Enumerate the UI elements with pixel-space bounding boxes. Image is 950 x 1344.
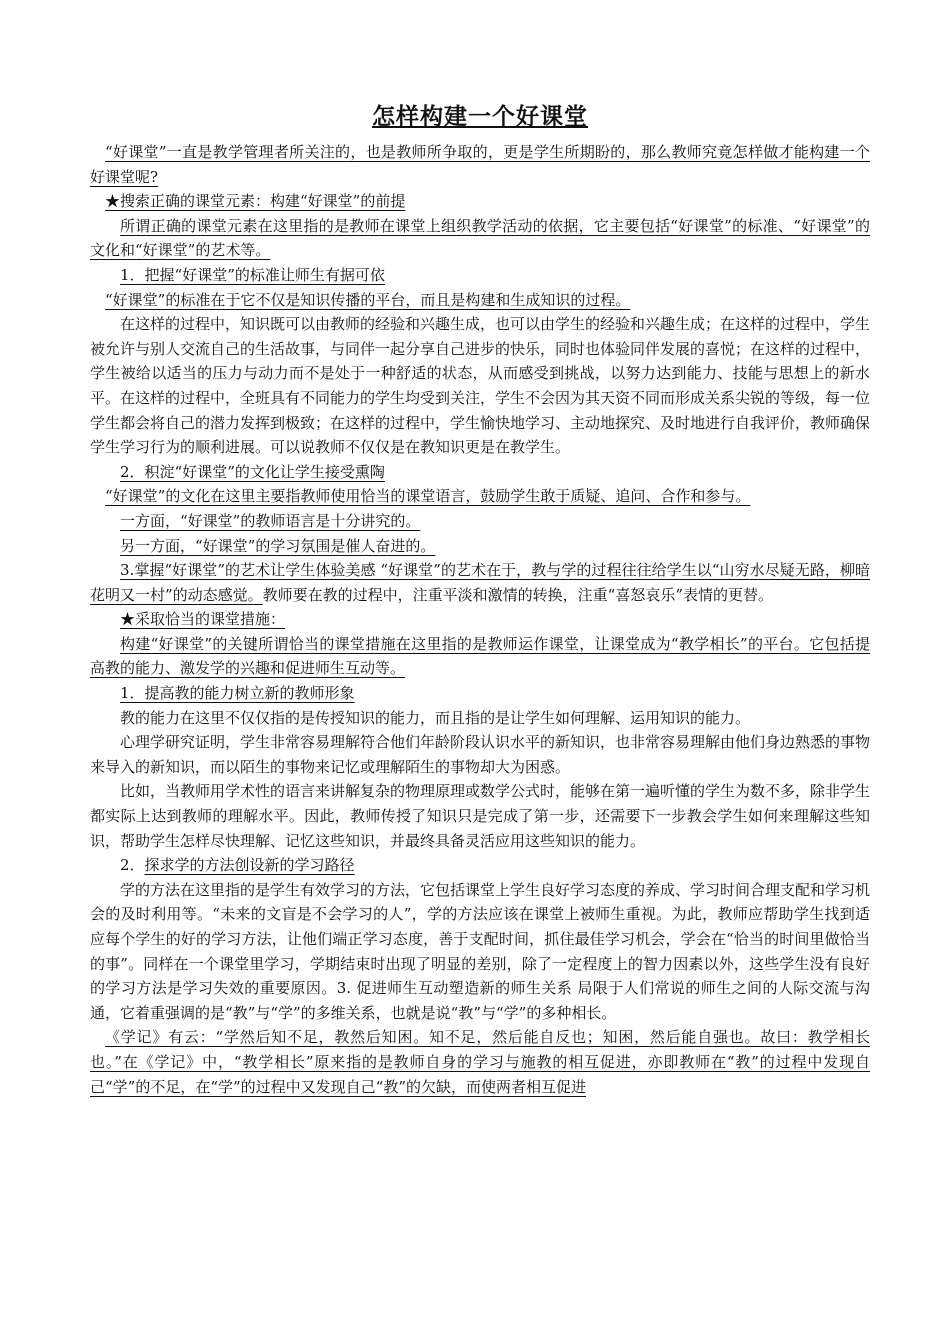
art-plain-text: 教师要在教的过程中，注重平淡和激情的转换，注重“喜怒哀乐”表情的更替。 [262, 585, 774, 604]
intro-paragraph: “好课堂”一直是教学管理者所关注的，也是教师所争取的，更是学生所期盼的，那么教师究竟怎样做才能构建一个好课堂呢? [90, 143, 870, 186]
paragraph-psychology: 心理学研究证明，学生非常容易理解符合他们年龄阶段认识水平的新知识，也非常容易理解由他们身边熟悉的事物来导入的新知识，而以陌生的事物来记忆或理解陌生的事物却大为困惑。 [90, 733, 871, 776]
subheading-teaching: 1．提高教的能力树立新的教师形象 [120, 684, 355, 703]
subheading-learning [90, 853, 870, 878]
paragraph-elements: 所谓正确的课堂元素在这里指的是教师在课堂上组织教学活动的依据，它主要包括“好课堂”的标准、“好课堂”的文化和“好课堂”的艺术等。 [90, 216, 870, 260]
paragraph-process: 在这样的过程中，知识既可以由教师的经验和兴趣生成，也可以由学生的经验和兴趣生成；在这样的过程中，学生被允许与别人交流自己的生活故事，与同伴一起分享自己进步的快乐，同时也体验同伴发展的喜悦；在这样的过程中，学生被给以适当的压力与动力而不是处于一种舒适的状态，从而感受到挑战，以努力达到能力、技能与思想上的新水平。在这样的过程中，全班具有不同能力的学生均受到关注，学生不会因为其天资不同而形成关系尖锐的等级，每一位学生都会将自己的潜力发挥到极致；在这样的过程中，学生愉快地学习、主动地探究、及时地进行自我评价，教师确保学生学习行为的顺利进展。可以说教师不仅仅是在教知识更是在教学生。 [90, 315, 871, 457]
subheading-learning-number: 2． [120, 856, 145, 875]
paragraph-teaching-ability: 教的能力在这里不仅仅指的是传授知识的能力，而且指的是让学生如何理解、运用知识的能力。 [120, 708, 751, 727]
paragraph-measures: 构建“好课堂”的关键所谓恰当的课堂措施在这里指的是教师运作课堂，让课堂成为“教学相长”的平台。它包括提高教的能力、激发学的兴趣和促进师生互动等。 [90, 634, 870, 678]
paragraph-standard: “好课堂”的标准在于它不仅是知识传播的平台，而且是构建和生成知识的过程。 [105, 290, 631, 309]
paragraph-xueji: 《学记》有云：“学然后知不足，教然后知困。知不足，然后能自反也；知困，然后能自强也。故曰：教学相长也。”在《学记》中，“教学相长”原来指的是教师自身的学习与施教的相互促进，亦即教师在“教”的过程中发现自己“学”的不足，在“学”的过程中又发现自己“教”的欠缺，而使两者相互促进 [90, 1028, 870, 1096]
paragraph-learning-methods: 学的方法在这里指的是学生有效学习的方法，它包括课堂上学生良好学习态度的养成、学习时间合理支配和学习机会的及时利用等。“未来的文盲是不会学习的人”，学的方法应该在课堂上被师生重视。为此，教师应帮助学生找到适应每个学生的好的学习方法，让他们端正学习态度，善于支配时间，抓住最佳学习机会，学会在“恰当的时间里做恰当的事”。同样在一个课堂里学习，学期结束时出现了明显的差别，除了一定程度上的智力因素以外，这些学生没有良好的学习方法是学习失效的重要原因。3. 促进师生互动塑造新的师生关系 局限于人们常说的师生之间的人际交流与沟通，它着重强调的是“教”与“学”的多维关系，也就是说“教”与“学”的多种相长。 [90, 880, 871, 1022]
document-page [90, 100, 870, 1099]
subheading-learning-text: 探求学的方法创设新的学习路径 [144, 856, 355, 875]
paragraph-language: 一方面，“好课堂”的教师语言是十分讲究的。 [120, 511, 421, 530]
subheading-culture: 2．积淀“好课堂”的文化让学生接受熏陶 [120, 462, 385, 481]
subheading-standard: 1．把握“好课堂”的标准让师生有据可依 [120, 265, 385, 284]
paragraph-atmosphere: 另一方面，“好课堂”的学习氛围是催人奋进的。 [120, 536, 436, 555]
art-underlined-text: 3.掌握“好课堂”的艺术让学生体验美感 “好课堂”的艺术在于，教与学的过程往往给学生以“山穷水尽疑无路，柳暗花明又一村”的动态感觉。 [90, 561, 870, 604]
paragraph-art [90, 558, 870, 607]
page-title: 怎样构建一个好课堂 [372, 104, 588, 130]
paragraph-culture: “好课堂”的文化在这里主要指教师使用恰当的课堂语言，鼓励学生敢于质疑、追问、合作和参与。 [105, 487, 751, 506]
section-heading-1: ★搜索正确的课堂元素：构建“好课堂”的前提 [105, 192, 406, 211]
paragraph-example: 比如，当教师用学术性的语言来讲解复杂的物理原理或数学公式时，能够在第一遍听懂的学生为数不多，除非学生都实际上达到教师的理解水平。因此，教师传授了知识只是完成了第一步，还需要下一步教会学生如何来理解这些知识，帮助学生怎样尽快理解、记忆这些知识，并最终具备灵活应用这些知识的能力。 [90, 782, 871, 850]
section-heading-2: ★采取恰当的课堂措施： [120, 610, 286, 629]
